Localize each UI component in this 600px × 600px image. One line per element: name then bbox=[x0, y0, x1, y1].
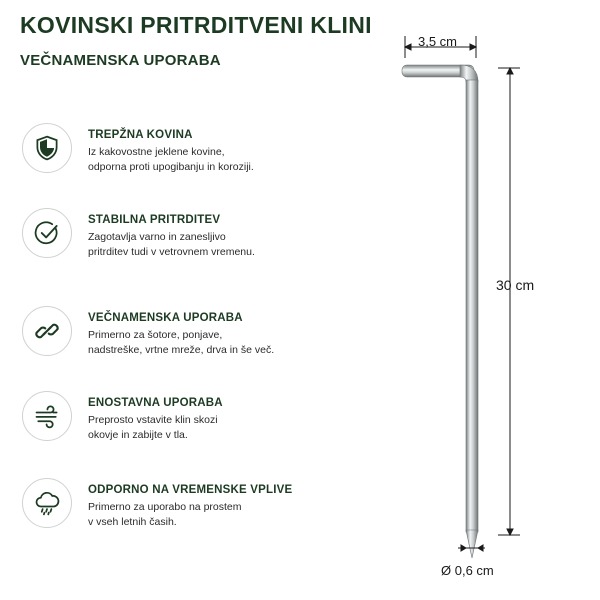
page-title: KOVINSKI PRITRDITVENI KLINI bbox=[20, 12, 372, 38]
width-label: 3,5 cm bbox=[418, 34, 458, 49]
feature-description: Zagotavlja varno in zanesljivo pritrditev tudi v vetrovnem vremenu. bbox=[88, 231, 255, 258]
feature-title: ODPORNO NA VREMENSKE VPLIVE bbox=[88, 484, 293, 496]
chain-link-icon bbox=[22, 306, 72, 356]
length-label: 30 cm bbox=[496, 277, 535, 293]
check-circle-icon bbox=[22, 208, 72, 258]
feature-title: TREPŽNA KOVINA bbox=[88, 129, 193, 141]
rain-cloud-icon bbox=[22, 478, 72, 528]
feature-item-weather bbox=[20, 478, 350, 538]
feature-title: VEČNAMENSKA UPORABA bbox=[88, 312, 243, 324]
wind-icon bbox=[22, 391, 72, 441]
feature-description: Iz kakovostne jeklene kovine, odporna proti upogibanju in koroziji. bbox=[88, 146, 254, 173]
feature-item-metal bbox=[20, 123, 350, 183]
length-dimension-line bbox=[498, 68, 520, 535]
shield-icon bbox=[22, 123, 72, 173]
page-subtitle: VEČNAMENSKA UPORABA bbox=[20, 52, 221, 69]
feature-title: ENOSTAVNA UPORABA bbox=[88, 397, 223, 409]
feature-description: Primerno za šotore, ponjave, nadstreške, vrtne mreže, drva in še več. bbox=[88, 329, 275, 356]
feature-item-multipurpose bbox=[20, 306, 350, 366]
peg-illustration bbox=[380, 30, 560, 590]
diameter-label: Ø 0,6 cm bbox=[441, 563, 494, 578]
feature-description: Preprosto vstavite klin skozi okovje in zabijte v tla. bbox=[88, 414, 218, 441]
feature-title: STABILNA PRITRDITEV bbox=[88, 214, 221, 226]
feature-item-stable bbox=[20, 208, 350, 268]
feature-item-easy bbox=[20, 391, 350, 451]
feature-description: Primerno za uporabo na prostem v vseh letnih časih. bbox=[88, 501, 242, 528]
